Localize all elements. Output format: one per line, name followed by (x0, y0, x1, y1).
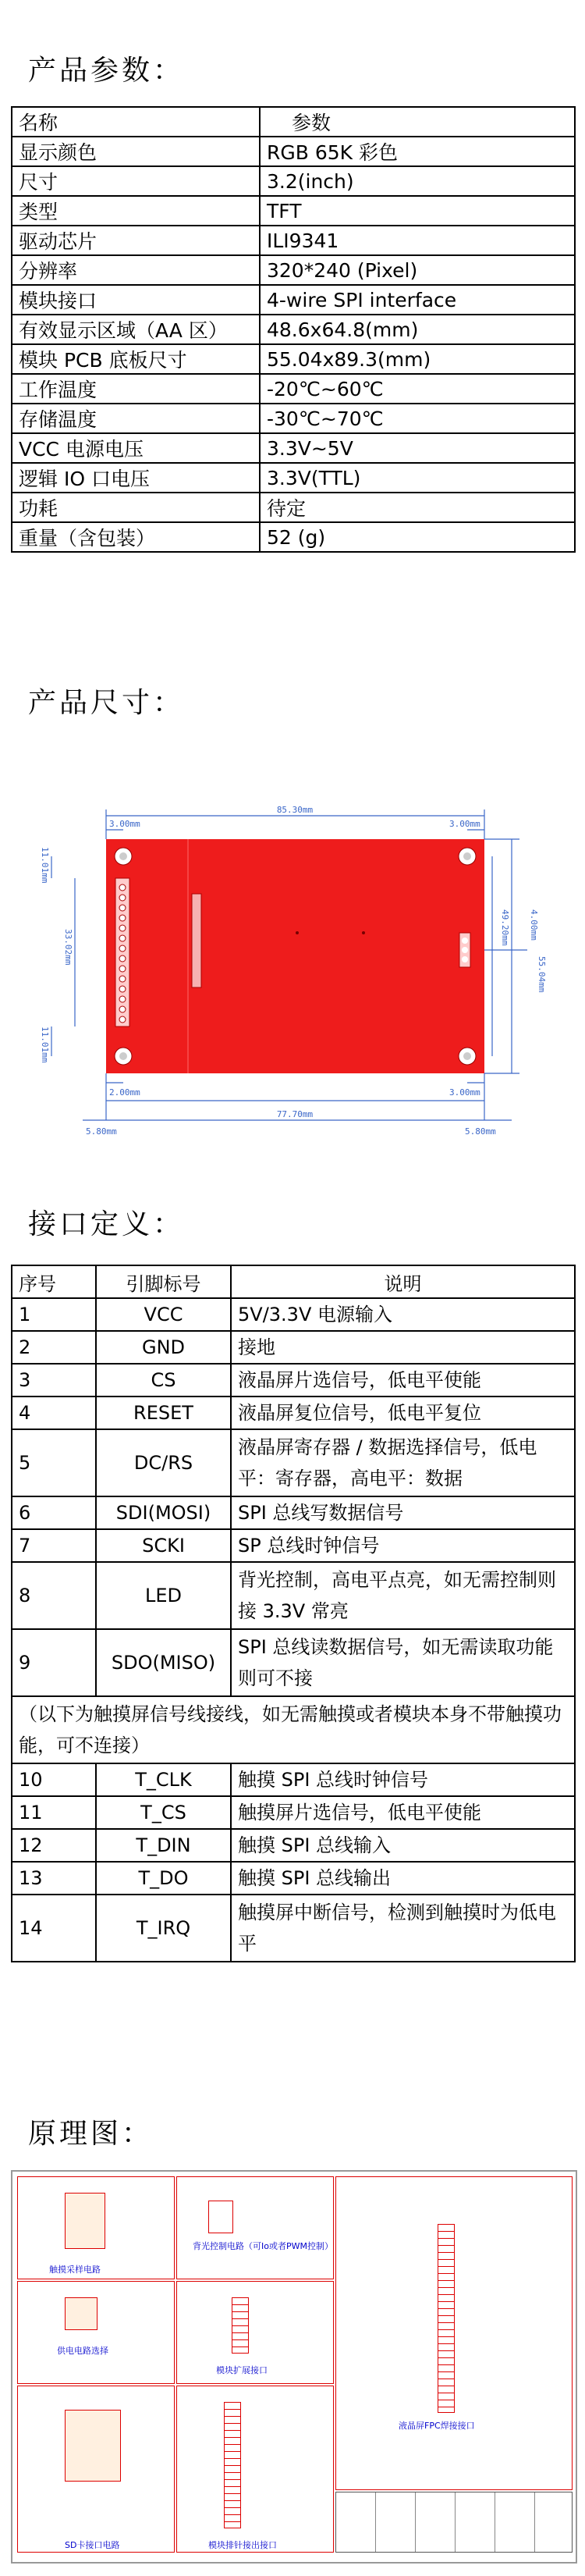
schematic-block-touch (17, 2176, 175, 2279)
pin-label: VCC (96, 1298, 231, 1331)
pin-header-no: 序号 (12, 1265, 96, 1298)
param-value: -20℃~60℃ (260, 374, 575, 404)
schematic-title-block (335, 2492, 573, 2553)
pin-row (12, 1298, 575, 1331)
param-name: 类型 (12, 196, 260, 226)
params-row (12, 226, 575, 255)
dim-right-offset: 3.00mm (449, 819, 480, 829)
dim-height-total: 55.04mm (537, 956, 547, 993)
fpc-connector (192, 894, 201, 987)
pin-desc: 液晶屏寄存器 / 数据选择信号，低电平：寄存器，高电平：数据 (231, 1429, 575, 1496)
dimension-svg (28, 792, 566, 1183)
params-row (12, 315, 575, 344)
pin-row (12, 1629, 575, 1696)
pin-table (11, 1265, 576, 1962)
pin-note-row (12, 1696, 575, 1763)
param-value: ILI9341 (260, 226, 575, 255)
pin-desc: SPI 总线读数据信号，如无需读取功能则可不接 (231, 1629, 575, 1696)
param-name: 重量（含包装） (12, 522, 260, 552)
pin-label: SDO(MISO) (96, 1629, 231, 1696)
pin-label: LED (96, 1562, 231, 1629)
pin-desc: 触摸 SPI 总线输入 (231, 1829, 575, 1862)
pin-label: DC/RS (96, 1429, 231, 1496)
pin-note: （以下为触摸屏信号线接线，如无需触摸或者模块本身不带触摸功能，可不连接） (12, 1696, 575, 1763)
touch-pin-row (12, 1895, 575, 1962)
pin-label: T_DO (96, 1862, 231, 1895)
pin-label: T_DIN (96, 1829, 231, 1862)
touch-pin-row (12, 1829, 575, 1862)
param-name: 模块接口 (12, 285, 260, 315)
params-row (12, 107, 575, 137)
pin-no: 8 (12, 1562, 96, 1629)
pin-row (12, 1331, 575, 1364)
params-row (12, 137, 575, 166)
pin-row (12, 1496, 575, 1529)
param-value: 55.04x89.3(mm) (260, 344, 575, 374)
pin-label: RESET (96, 1397, 231, 1429)
params-section-title: 产品参数： (28, 55, 185, 87)
param-value: 320*240 (Pixel) (260, 255, 575, 285)
params-row (12, 285, 575, 315)
pin-no: 7 (12, 1529, 96, 1562)
params-row (12, 196, 575, 226)
param-name: 分辨率 (12, 255, 260, 285)
pin-desc: 背光控制，高电平点亮，如无需控制则接 3.3V 常亮 (231, 1562, 575, 1629)
pin-label: T_CLK (96, 1763, 231, 1796)
dim-top-pin: 11.01mm (40, 847, 50, 884)
touch-pin-row (12, 1862, 575, 1895)
param-name: 工作温度 (12, 374, 260, 404)
pin-label: T_IRQ (96, 1895, 231, 1962)
dim-bottom-left: 5.80mm (86, 1126, 117, 1137)
schematic-label-sd: SD卡接口电路 (65, 2540, 120, 2550)
pin-row (12, 1529, 575, 1562)
schematic-block-power (17, 2281, 175, 2384)
schematic-label-header: 模块排针接出接口 (208, 2540, 277, 2550)
param-value: -30℃~70℃ (260, 404, 575, 433)
pin-desc: 触摸屏中断信号，检测到触摸时为低电平 (231, 1895, 575, 1962)
schematic-label-lcd: 液晶屏FPC焊接接口 (399, 2421, 475, 2431)
pin-no: 11 (12, 1796, 96, 1829)
schematic-label-touch: 触摸采样电路 (49, 2265, 101, 2275)
dim-right-small: 4.00mm (529, 909, 539, 941)
pin-desc: SP 总线时钟信号 (231, 1529, 575, 1562)
pin-no: 10 (12, 1763, 96, 1796)
pin-label: SCKI (96, 1529, 231, 1562)
pin-desc: SPI 总线写数据信号 (231, 1496, 575, 1529)
schematic-section-title: 原理图： (28, 2118, 154, 2150)
pin-no: 1 (12, 1298, 96, 1331)
dim-bottom-right-small: 3.00mm (449, 1087, 480, 1098)
pin-header-row (12, 1265, 575, 1298)
param-value: 52 (g) (260, 522, 575, 552)
pin-desc: 触摸 SPI 总线时钟信号 (231, 1763, 575, 1796)
params-row (12, 344, 575, 374)
schematic-block-ext (176, 2281, 334, 2384)
pin-desc: 5V/3.3V 电源输入 (231, 1298, 575, 1331)
dim-bottom-width: 77.70mm (276, 1109, 314, 1119)
pin-desc: 接地 (231, 1331, 575, 1364)
dim-bottom-right: 5.80mm (465, 1126, 496, 1137)
schematic-label-ext: 模块扩展接口 (216, 2365, 268, 2375)
param-value: TFT (260, 196, 575, 226)
pin-no: 14 (12, 1895, 96, 1962)
param-name: 驱动芯片 (12, 226, 260, 255)
params-row (12, 463, 575, 493)
dim-height-inner: 49.20mm (500, 909, 510, 946)
params-row (12, 255, 575, 285)
param-name: 模块 PCB 底板尺寸 (12, 344, 260, 374)
schematic-block-header (176, 2386, 334, 2553)
pin-no: 9 (12, 1629, 96, 1696)
param-name: 尺寸 (12, 166, 260, 196)
param-value: 3.3V(TTL) (260, 463, 575, 493)
pin-header-pin: 引脚标号 (96, 1265, 231, 1298)
dimension-drawing (28, 792, 566, 1183)
dim-bottom-pin: 11.01mm (40, 1026, 50, 1063)
dim-left-offset: 3.00mm (109, 819, 140, 829)
pin-no: 12 (12, 1829, 96, 1862)
pin-desc: 触摸 SPI 总线输出 (231, 1862, 575, 1895)
param-value: 4-wire SPI interface (260, 285, 575, 315)
param-name: 逻辑 IO 口电压 (12, 463, 260, 493)
param-value: 3.3V~5V (260, 433, 575, 463)
schematic-label-backlight: 背光控制电路（可Io或者PWM控制） (193, 2241, 333, 2251)
pin-label: GND (96, 1331, 231, 1364)
touch-pin-row (12, 1763, 575, 1796)
param-value: 参数 (260, 107, 575, 137)
pin-row (12, 1397, 575, 1429)
params-row (12, 404, 575, 433)
pin-no: 4 (12, 1397, 96, 1429)
pin-label: SDI(MOSI) (96, 1496, 231, 1529)
size-section-title: 产品尺寸： (28, 687, 185, 719)
schematic-label-power: 供电电路选择 (57, 2346, 108, 2356)
param-name: 名称 (12, 107, 260, 137)
param-name: 有效显示区域（AA 区） (12, 315, 260, 344)
param-value: 48.6x64.8(mm) (260, 315, 575, 344)
pins-section-title: 接口定义： (28, 1208, 185, 1240)
pin-header-desc: 说明 (231, 1265, 575, 1298)
param-name: 存储温度 (12, 404, 260, 433)
pin-label: T_CS (96, 1796, 231, 1829)
param-name: 显示颜色 (12, 137, 260, 166)
pin-no: 6 (12, 1496, 96, 1529)
param-value: 3.2(inch) (260, 166, 575, 196)
dim-top-width: 85.30mm (276, 805, 314, 815)
param-value: 待定 (260, 493, 575, 522)
pin-no: 3 (12, 1364, 96, 1397)
pin-desc: 液晶屏片选信号，低电平使能 (231, 1364, 575, 1397)
pin-row (12, 1562, 575, 1629)
pin-desc: 触摸屏片选信号，低电平使能 (231, 1796, 575, 1829)
schematic-block-backlight (176, 2176, 334, 2279)
pin-label: CS (96, 1364, 231, 1397)
pin-row (12, 1429, 575, 1496)
touch-pin-row (12, 1796, 575, 1829)
dim-left-small: 2.00mm (109, 1087, 140, 1098)
params-table (11, 106, 576, 553)
pin-no: 5 (12, 1429, 96, 1496)
schematic-block-lcd (335, 2176, 573, 2490)
pin-desc: 液晶屏复位信号，低电平复位 (231, 1397, 575, 1429)
schematic-block-sd (17, 2386, 175, 2553)
param-value: RGB 65K 彩色 (260, 137, 575, 166)
pin-row (12, 1364, 575, 1397)
dim-pin-pitch: 33.02mm (63, 929, 73, 966)
params-row (12, 522, 575, 552)
schematic-drawing (11, 2170, 577, 2564)
pin-no: 2 (12, 1331, 96, 1364)
params-row (12, 166, 575, 196)
params-row (12, 433, 575, 463)
param-name: VCC 电源电压 (12, 433, 260, 463)
pcb-board (106, 839, 484, 1073)
params-row (12, 374, 575, 404)
pin-no: 13 (12, 1862, 96, 1895)
param-name: 功耗 (12, 493, 260, 522)
params-row (12, 493, 575, 522)
